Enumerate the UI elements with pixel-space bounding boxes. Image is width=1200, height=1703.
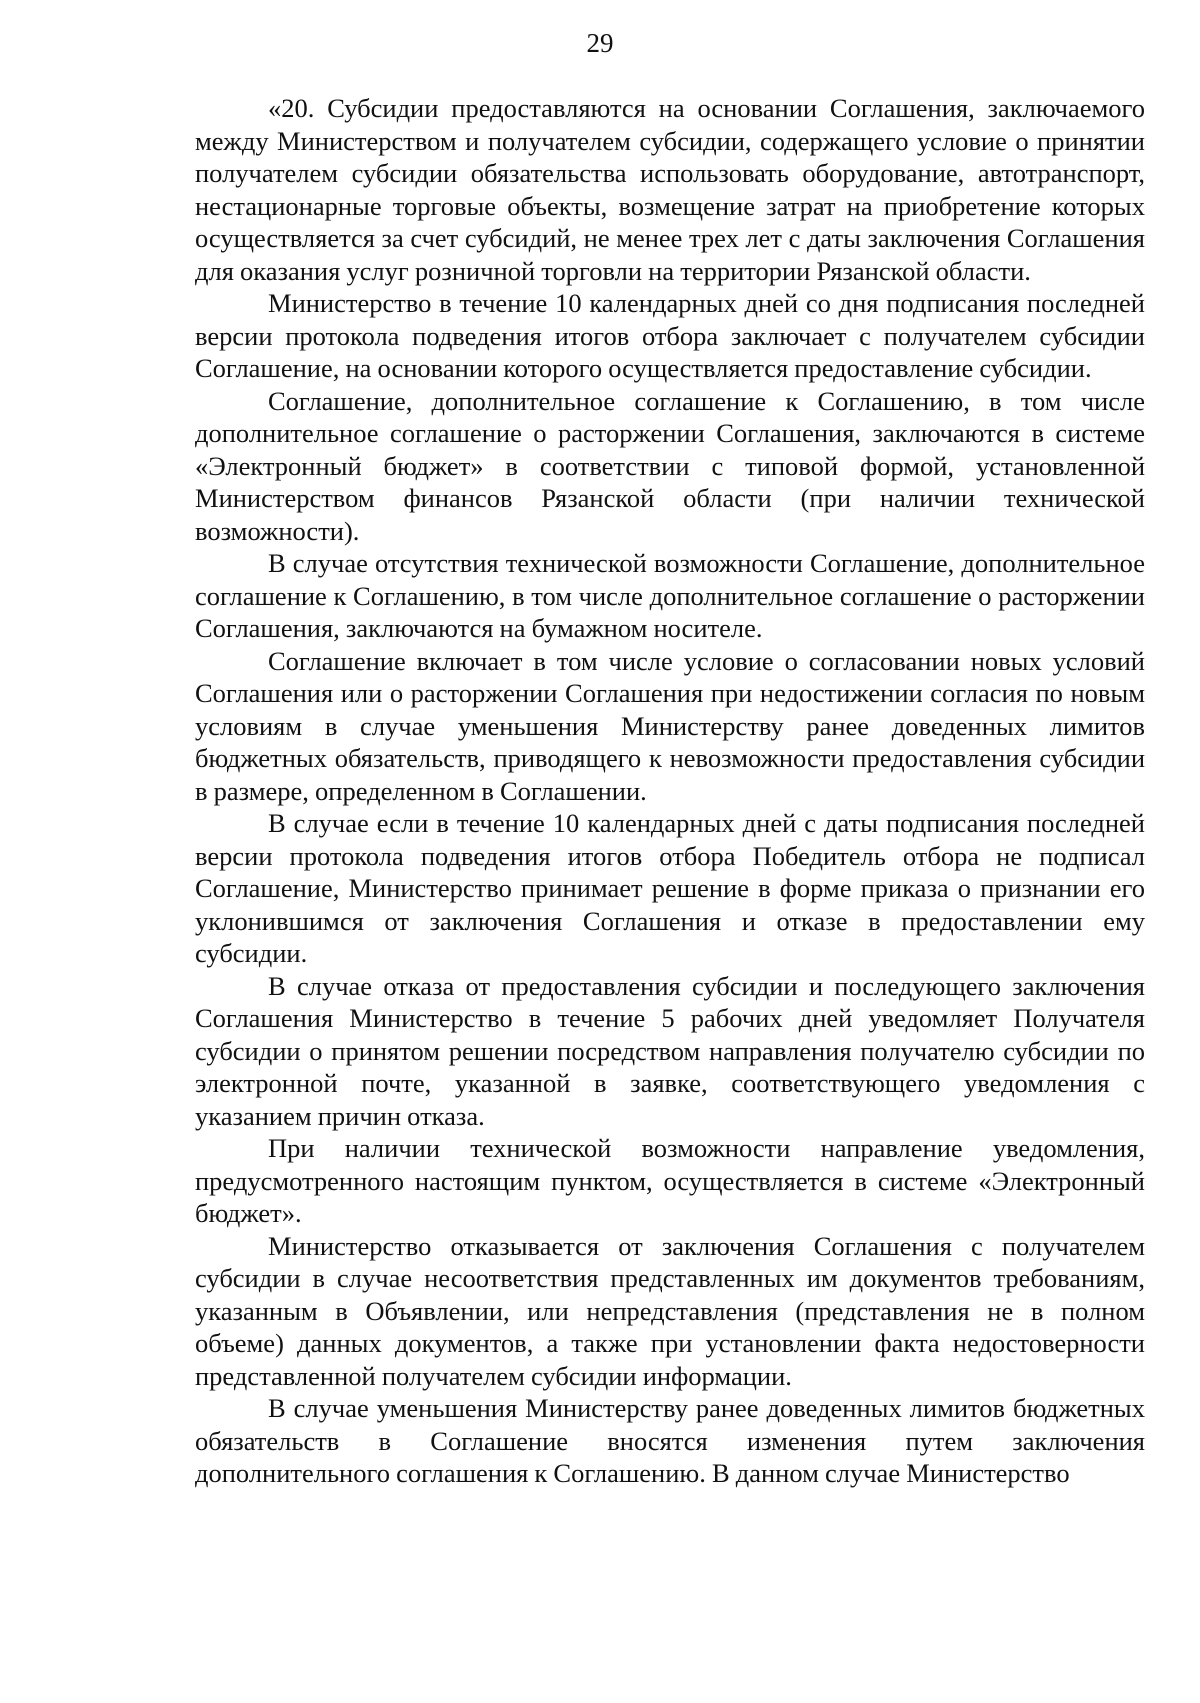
paragraph: Соглашение включает в том числе условие о согласовании новых условий Соглашения или о расторжении Соглашения при недостижении согласия по новым условиям в случае уменьшения Министерству ранее доведенных лимитов бюджетных обязательств, приводящего к невозможности предоставления субсидии в размере, определенном в Соглашении. [195, 645, 1145, 806]
page-number: 29 [586, 28, 614, 58]
paragraph: Соглашение, дополнительное соглашение к Соглашению, в том числе дополнительное соглашение о расторжении Соглашения, заключаются в системе «Электронный бюджет» в соответствии с типовой формой, установленной Министерством финансов Рязанской области (при наличии технической возможности). [195, 385, 1145, 546]
paragraph: «20. Субсидии предоставляются на основании Соглашения, заключаемого между Министерством и получателем субсидии, содержащего условие о принятии получателем субсидии обязательства использовать оборудование, автотранспорт, нестационарные торговые объекты, возмещение затрат на приобретение которых осуществляется за счет субсидий, не менее трех лет с даты заключения Соглашения для оказания услуг розничной торговли на территории Рязанской области. [195, 93, 1145, 286]
paragraph: В случае отсутствия технической возможности Соглашение, дополнительное соглашение к Соглашению, в том числе дополнительное соглашение о расторжении Соглашения, заключаются на бумажном носителе. [195, 548, 1145, 643]
paragraph: В случае если в течение 10 календарных дней с даты подписания последней версии протокола подведения итогов отбора Победитель отбора не подписал Соглашение, Министерство принимает решение в форме приказа о признании его уклонившимся от заключения Соглашения и отказе в предоставлении ему субсидии. [195, 808, 1145, 968]
paragraph: Министерство в течение 10 календарных дней со дня подписания последней версии протокола подведения итогов отбора заключает с получателем субсидии Соглашение, на основании которого осуществляется предоставление субсидии. [195, 288, 1145, 383]
paragraph: При наличии технической возможности направление уведомления, предусмотренного настоящим пунктом, осуществляется в системе «Электронный бюджет». [195, 1133, 1145, 1228]
paragraph: В случае уменьшения Министерству ранее доведенных лимитов бюджетных обязательств в Соглашение вносятся изменения путем заключения дополнительного соглашения к Соглашению. В данном случае Министерство [195, 1393, 1145, 1488]
document-body [195, 92, 1145, 1490]
paragraph: В случае отказа от предоставления субсидии и последующего заключения Соглашения Министерство в течение 5 рабочих дней уведомляет Получателя субсидии о принятом решении посредством направления получателю субсидии по электронной почте, указанной в заявке, соответствующего уведомления с указанием причин отказа. [195, 970, 1145, 1131]
paragraph: Министерство отказывается от заключения Соглашения с получателем субсидии в случае несоответствия представленных им документов требованиям, указанным в Объявлении, или непредставления (представления не в полном объеме) данных документов, а также при установлении факта недостоверности представленной получателем субсидии информации. [195, 1230, 1145, 1391]
